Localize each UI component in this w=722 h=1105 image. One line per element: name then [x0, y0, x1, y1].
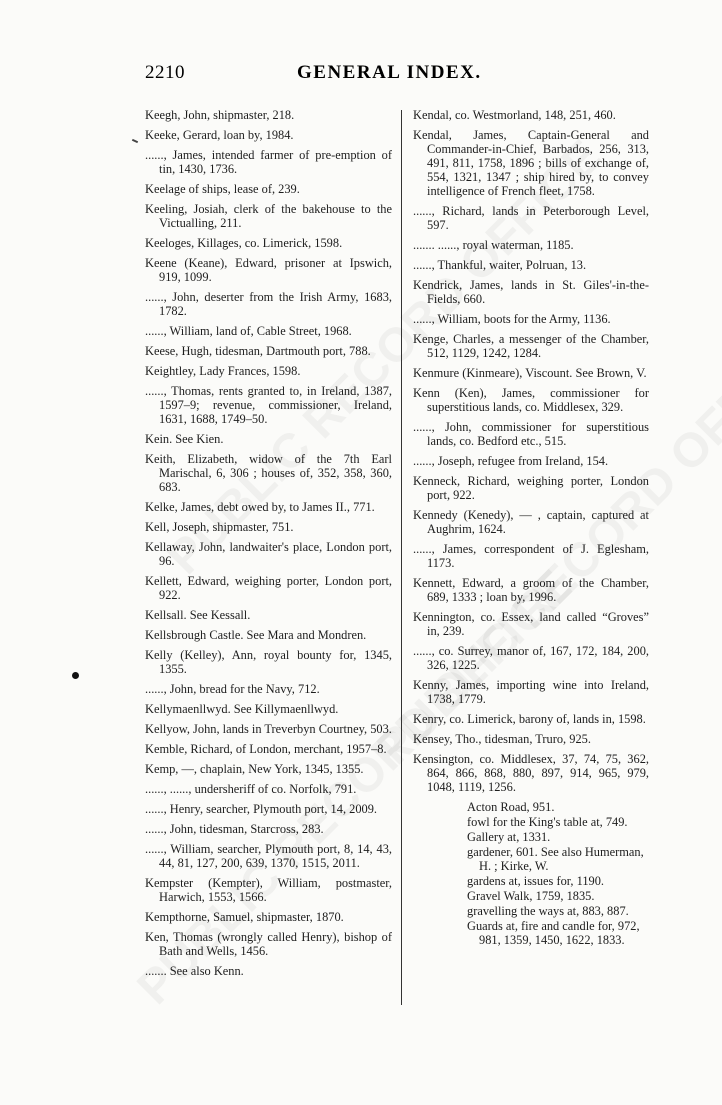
index-entry: ......, William, searcher, Plymouth port, 8, 14, 43, 44, 81, 127, 200, 639, 1370, 1515, 2011. — [145, 842, 392, 870]
page-header — [145, 62, 672, 92]
index-subentry: gardener, 601. See also Humerman, H. ; Kirke, W. — [467, 845, 644, 873]
index-entry: Kennett, Edward, a groom of the Chamber, 689, 1333 ; loan by, 1996. — [413, 576, 649, 604]
index-subentry: gravelling the ways at, 883, 887. — [467, 904, 629, 918]
index-entry: ......, John, bread for the Navy, 712. — [145, 682, 320, 696]
index-entry: ......, co. Surrey, manor of, 167, 172, 184, 200, 326, 1225. — [413, 644, 649, 672]
index-subentry: Acton Road, 951. — [467, 800, 555, 814]
index-entry: Kein. See Kien. — [145, 432, 224, 446]
index-entry: Keeke, Gerard, loan by, 1984. — [145, 128, 294, 142]
index-entry: Kendal, James, Captain-General and Commander-in-Chief, Barbados, 256, 313, 491, 811, 1758, 1896 ; bills of exchange of, 554, 1321, 1347 ; ship hired by, to convey intelligence of French fleet, 1758. — [413, 128, 649, 198]
index-entry: Kempster (Kempter), William, postmaster, Harwich, 1553, 1566. — [145, 876, 392, 904]
index-entry: ......, William, land of, Cable Street, 1968. — [145, 324, 352, 338]
index-entry: Kemp, —, chaplain, New York, 1345, 1355. — [145, 762, 364, 776]
index-entry: ......, John, deserter from the Irish Army, 1683, 1782. — [145, 290, 392, 318]
index-entry: Kenneck, Richard, weighing porter, London port, 922. — [413, 474, 649, 502]
index-entry: Kellsall. See Kessall. — [145, 608, 251, 622]
index-entry: Kenry, co. Limerick, barony of, lands in, 1598. — [413, 712, 646, 726]
page-title: GENERAL INDEX. — [297, 62, 482, 83]
index-entry: Kellymaenllwyd. See Killymaenllwyd. — [145, 702, 339, 716]
index-entry: Kendrick, James, lands in St. Giles'-in-the-Fields, 660. — [413, 278, 649, 306]
index-entry: ......, Joseph, refugee from Ireland, 154. — [413, 454, 609, 468]
index-entry: Kellyow, John, lands in Treverbyn Courtney, 503. — [145, 722, 392, 736]
index-entry: ......, ......, undersheriff of co. Norfolk, 791. — [145, 782, 357, 796]
pen-tick-mark — [132, 139, 138, 143]
index-entry: Keese, Hugh, tidesman, Dartmouth port, 788. — [145, 344, 371, 358]
index-entry: Keegh, John, shipmaster, 218. — [145, 108, 295, 122]
index-entry: Keene (Keane), Edward, prisoner at Ipswich, 919, 1099. — [145, 256, 392, 284]
index-entry: Kenny, James, importing wine into Ireland, 1738, 1779. — [413, 678, 649, 706]
margin-dot-mark — [72, 672, 79, 679]
index-subentry: gardens at, issues for, 1190. — [467, 874, 605, 888]
index-subentry: Gallery at, 1331. — [467, 830, 551, 844]
index-entry: Kennedy (Kenedy), — , captain, captured at Aughrim, 1624. — [413, 508, 649, 536]
index-entry: ......, James, correspondent of J. Eglesham, 1173. — [413, 542, 649, 570]
index-entry: Kennington, co. Essex, land called “Groves” in, 239. — [413, 610, 649, 638]
index-subentry: fowl for the King's table at, 749. — [467, 815, 628, 829]
index-entry: ......, John, commissioner for superstitious lands, co. Bedford etc., 515. — [413, 420, 649, 448]
index-entry: Keeloges, Killages, co. Limerick, 1598. — [145, 236, 343, 250]
index-entry: Kensington, co. Middlesex, 37, 74, 75, 362, 864, 866, 868, 880, 897, 914, 965, 979, 1048, 1119, 1256. — [413, 752, 649, 794]
index-subentry: Gravel Walk, 1759, 1835. — [467, 889, 595, 903]
index-entry: Kellsbrough Castle. See Mara and Mondren. — [145, 628, 367, 642]
index-entry: Kelke, James, debt owed by, to James II., 771. — [145, 500, 375, 514]
index-entry: ....... See also Kenn. — [145, 964, 244, 978]
index-entry: ......, James, intended farmer of pre-emption of tin, 1430, 1736. — [145, 148, 392, 176]
index-entry: Kempthorne, Samuel, shipmaster, 1870. — [145, 910, 344, 924]
index-entry: ......, Henry, searcher, Plymouth port, 14, 2009. — [145, 802, 378, 816]
index-subentry: Guards at, fire and candle for, 972, 981, 1359, 1450, 1622, 1833. — [467, 919, 640, 947]
index-entry: ......, Richard, lands in Peterborough Level, 597. — [413, 204, 649, 232]
index-entry: Kelly (Kelley), Ann, royal bounty for, 1345, 1355. — [145, 648, 392, 676]
column-divider — [401, 110, 402, 1005]
index-entry: ......, William, boots for the Army, 1136. — [413, 312, 611, 326]
index-entry: Kenmure (Kinmeare), Viscount. See Brown, V. — [413, 366, 647, 380]
index-column-right — [413, 108, 649, 948]
index-column-left — [145, 108, 392, 984]
index-entry: Keelage of ships, lease of, 239. — [145, 182, 300, 196]
index-entry: Kenge, Charles, a messenger of the Chamber, 512, 1129, 1242, 1284. — [413, 332, 649, 360]
index-entry: Kellett, Edward, weighing porter, London port, 922. — [145, 574, 392, 602]
page-number: 2210 — [145, 62, 185, 83]
index-entry: ......, Thomas, rents granted to, in Ireland, 1387, 1597–9; revenue, commissioner, Ireland, 1631, 1688, 1749–50. — [145, 384, 392, 426]
index-entry: Keightley, Lady Frances, 1598. — [145, 364, 301, 378]
index-entry: Kemble, Richard, of London, merchant, 1957–8. — [145, 742, 387, 756]
index-entry: Kellaway, John, landwaiter's place, London port, 96. — [145, 540, 392, 568]
index-entry: ......, Thankful, waiter, Polruan, 13. — [413, 258, 587, 272]
index-entry: Kendal, co. Westmorland, 148, 251, 460. — [413, 108, 616, 122]
index-entry: ....... ......, royal waterman, 1185. — [413, 238, 574, 252]
index-entry: Kenn (Ken), James, commissioner for superstitious lands, co. Middlesex, 329. — [413, 386, 649, 414]
index-entry: Keith, Elizabeth, widow of the 7th Earl Marischal, 6, 306 ; houses of, 352, 358, 360, 683. — [145, 452, 392, 494]
index-entry: Kell, Joseph, shipmaster, 751. — [145, 520, 294, 534]
index-entry: Keeling, Josiah, clerk of the bakehouse to the Victualling, 211. — [145, 202, 392, 230]
index-entry: Kensey, Tho., tidesman, Truro, 925. — [413, 732, 591, 746]
index-entry: Ken, Thomas (wrongly called Henry), bishop of Bath and Wells, 1456. — [145, 930, 392, 958]
index-entry: ......, John, tidesman, Starcross, 283. — [145, 822, 324, 836]
